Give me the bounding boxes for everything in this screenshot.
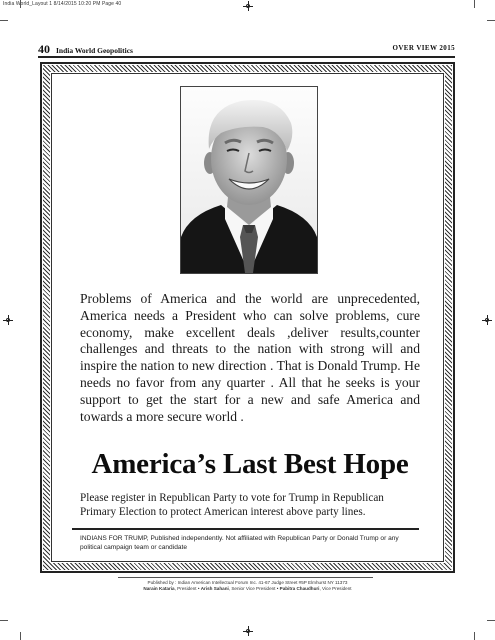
disclaimer-rule — [72, 528, 419, 530]
trim-mark — [487, 620, 495, 621]
footer-published-by: Published by : Indian American Intellectual Forum Inc. 41-67 Judge Street #5P Elmhurst NY 11373 — [147, 580, 348, 585]
separator-bullet: • — [275, 586, 280, 591]
print-slug: India World_Layout 1 8/14/2015 10:20 PM Page 40 — [3, 1, 122, 7]
officer-name: Narain Kataria — [143, 586, 175, 591]
officer-role: , Senior Vice President — [228, 586, 276, 591]
trim-mark — [20, 632, 21, 640]
footer-rule — [118, 577, 373, 578]
ad-body-text: Problems of America and the world are unprecedented, America needs a President who can solve problems, cure economy, make excellent deals ,deliver results,counter challenges and threats to the nation with strong will and inspire the nation to new direction . That is Donald Trump. He needs no favor from any quarter . All that he seeks is your support to get the start for a new and safe America and towards a more secure world . — [80, 291, 420, 424]
registration-mark-icon — [243, 626, 253, 636]
page-number: 40 — [38, 42, 50, 56]
trim-mark — [474, 0, 475, 8]
trim-mark — [20, 0, 21, 8]
portrait-illustration — [181, 87, 317, 273]
ad-headline: America’s Last Best Hope — [91, 448, 409, 480]
running-header — [38, 42, 133, 57]
officer-role: , Vice President — [319, 586, 352, 591]
section-title: OVER VIEW 2015 — [392, 44, 455, 52]
publication-name: India World Geopolitics — [56, 46, 133, 55]
trim-mark — [487, 20, 495, 21]
officer-name: Pabitra Chaudhuri — [279, 586, 320, 591]
footer-officers — [90, 586, 405, 592]
separator-bullet: • — [196, 586, 201, 591]
registration-mark-icon — [3, 315, 13, 325]
registration-mark-icon — [243, 1, 253, 11]
header-rule — [38, 56, 455, 58]
officer-role: , President — [174, 586, 197, 591]
trim-mark — [0, 620, 8, 621]
trim-mark — [0, 20, 8, 21]
register-call-to-action: Please register in Republican Party to vote for Trump in Republican Primary Election to protect American interest above party lines. — [80, 492, 384, 518]
portrait-photo — [180, 86, 318, 274]
officer-name: Arish Sahani — [200, 586, 229, 591]
ad-disclaimer: INDIANS FOR TRUMP, Published independently. Not affiliated with Republican Party or Donald Trump or any political campaign team or candidate — [80, 535, 399, 551]
registration-mark-icon — [482, 315, 492, 325]
trim-mark — [474, 632, 475, 640]
